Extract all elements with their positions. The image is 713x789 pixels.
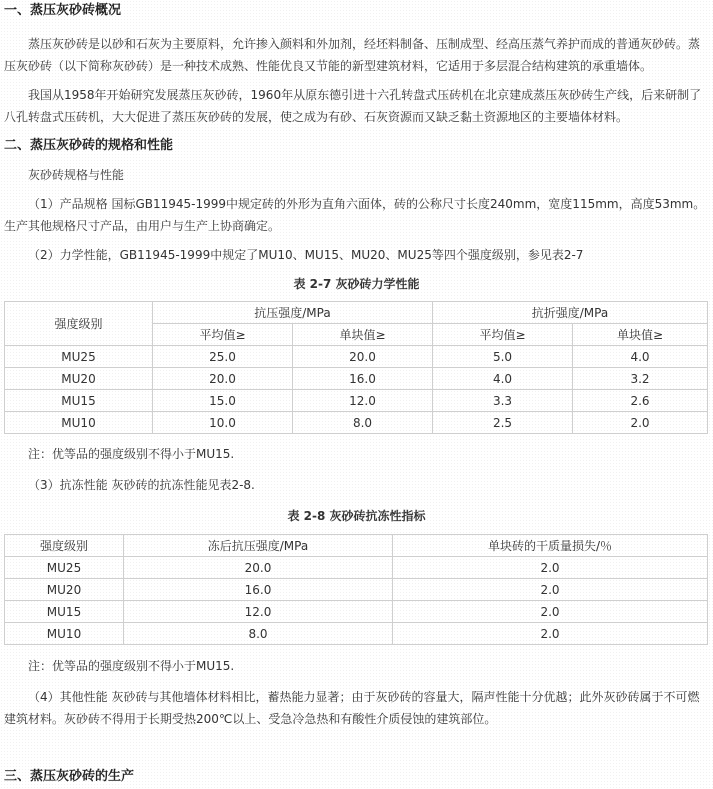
table-2-8-caption: 表 2-8 灰砂砖抗冻性指标 <box>287 509 426 523</box>
table-row <box>5 412 708 434</box>
table-subheader-avg: 平均值≥ <box>153 324 293 346</box>
table-subheader-single: 单块值≥ <box>573 324 708 346</box>
table-cell: 4.0 <box>573 346 708 368</box>
table-cell: 2.5 <box>433 412 573 434</box>
table-row <box>5 557 708 579</box>
table-cell: MU25 <box>5 557 124 579</box>
table-cell: 20.0 <box>293 346 433 368</box>
table-subheader-avg: 平均值≥ <box>433 324 573 346</box>
table-2-8-note: 注：优等品的强度级别不得小于MU15. <box>28 659 235 673</box>
table-cell: MU10 <box>5 623 124 645</box>
table-cell: 2.6 <box>573 390 708 412</box>
table-2-8-frost-resistance <box>4 534 708 645</box>
table-cell: 3.2 <box>573 368 708 390</box>
table-2-7-note: 注：优等品的强度级别不得小于MU15. <box>28 447 235 461</box>
table-cell: 16.0 <box>124 579 393 601</box>
table-row <box>5 390 708 412</box>
table-row <box>5 346 708 368</box>
overview-paragraph-2: 我国从1958年开始研究发展蒸压灰砂砖，1960年从原东德引进十六孔转盘式压砖机在北京建成蒸压灰砂砖生产线，后来研制了八孔转盘式压砖机，大大促进了蒸压灰砂砖的发展，使之成为有砂、石灰资源而又缺乏黏土资源地区的主要墙体材料。 <box>4 88 702 124</box>
table-header-grade: 强度级别 <box>5 302 153 346</box>
table-cell: 10.0 <box>153 412 293 434</box>
table-header-flexural: 抗折强度/MPa <box>433 302 708 324</box>
table-cell: 15.0 <box>153 390 293 412</box>
table-cell: MU10 <box>5 412 153 434</box>
table-cell: 12.0 <box>124 601 393 623</box>
table-header-compressive-after-freeze: 冻后抗压强度/MPa <box>124 535 393 557</box>
table-cell: 20.0 <box>124 557 393 579</box>
table-2-7-mechanical-properties <box>4 301 708 434</box>
table-header-compressive: 抗压强度/MPa <box>153 302 433 324</box>
table-header-mass-loss: 单块砖的干质量损失/％ <box>393 535 708 557</box>
spec-item-dimensions: （1）产品规格 国标GB11945-1999中规定砖的外形为直角六面体，砖的公称尺寸长度240mm，宽度115mm，高度53mm。生产其他规格尺寸产品，由用户与生产上协商确定。 <box>4 197 706 233</box>
table-cell: 12.0 <box>293 390 433 412</box>
table-cell: MU20 <box>5 368 153 390</box>
table-subheader-single: 单块值≥ <box>293 324 433 346</box>
table-cell: 25.0 <box>153 346 293 368</box>
table-cell: MU15 <box>5 601 124 623</box>
table-cell: 2.0 <box>393 623 708 645</box>
table-cell: 8.0 <box>124 623 393 645</box>
table-row <box>5 579 708 601</box>
table-cell: 4.0 <box>433 368 573 390</box>
table-row <box>5 623 708 645</box>
table-cell: 2.0 <box>573 412 708 434</box>
section-heading-specs: 二、蒸压灰砂砖的规格和性能 <box>4 138 174 153</box>
table-cell: 5.0 <box>433 346 573 368</box>
next-section-cut-off <box>0 769 713 789</box>
table-cell: 2.0 <box>393 557 708 579</box>
table-row <box>5 601 708 623</box>
table-cell: 3.3 <box>433 390 573 412</box>
specs-subheading: 灰砂砖规格与性能 <box>28 168 125 182</box>
section-heading-production: 三、蒸压灰砂砖的生产 <box>4 769 135 784</box>
table-cell: MU15 <box>5 390 153 412</box>
table-2-7-caption: 表 2-7 灰砂砖力学性能 <box>293 277 420 291</box>
spec-item-other: （4）其他性能 灰砂砖与其他墙体材料相比，蓄热能力显著；由于灰砂砖的容量大，隔声性能十分优越；此外灰砂砖属于不可燃建筑材料。灰砂砖不得用于长期受热200℃以上、受急冷急热和有酸性介质侵蚀的建筑部位。 <box>4 690 700 726</box>
overview-paragraph-1: 蒸压灰砂砖是以砂和石灰为主要原料，允许掺入颜料和外加剂，经坯料制备、压制成型、经高压蒸气养护而成的普通灰砂砖。蒸压灰砂砖（以下简称灰砂砖）是一种技术成熟、性能优良又节能的新型建筑材料，它适用于多层混合结构建筑的承重墙体。 <box>4 37 701 73</box>
table-cell: 2.0 <box>393 579 708 601</box>
table-cell: MU25 <box>5 346 153 368</box>
section-heading-overview: 一、蒸压灰砂砖概况 <box>4 3 122 18</box>
table-cell: MU20 <box>5 579 124 601</box>
table-cell: 16.0 <box>293 368 433 390</box>
table-header-grade: 强度级别 <box>5 535 124 557</box>
table-cell: 8.0 <box>293 412 433 434</box>
spec-item-mechanical: （2）力学性能，GB11945-1999中规定了MU10、MU15、MU20、MU25等四个强度级别，参见表2-7 <box>28 248 584 262</box>
spec-item-frost: （3）抗冻性能 灰砂砖的抗冻性能见表2-8. <box>28 478 255 492</box>
table-cell: 2.0 <box>393 601 708 623</box>
table-row <box>5 368 708 390</box>
table-cell: 20.0 <box>153 368 293 390</box>
